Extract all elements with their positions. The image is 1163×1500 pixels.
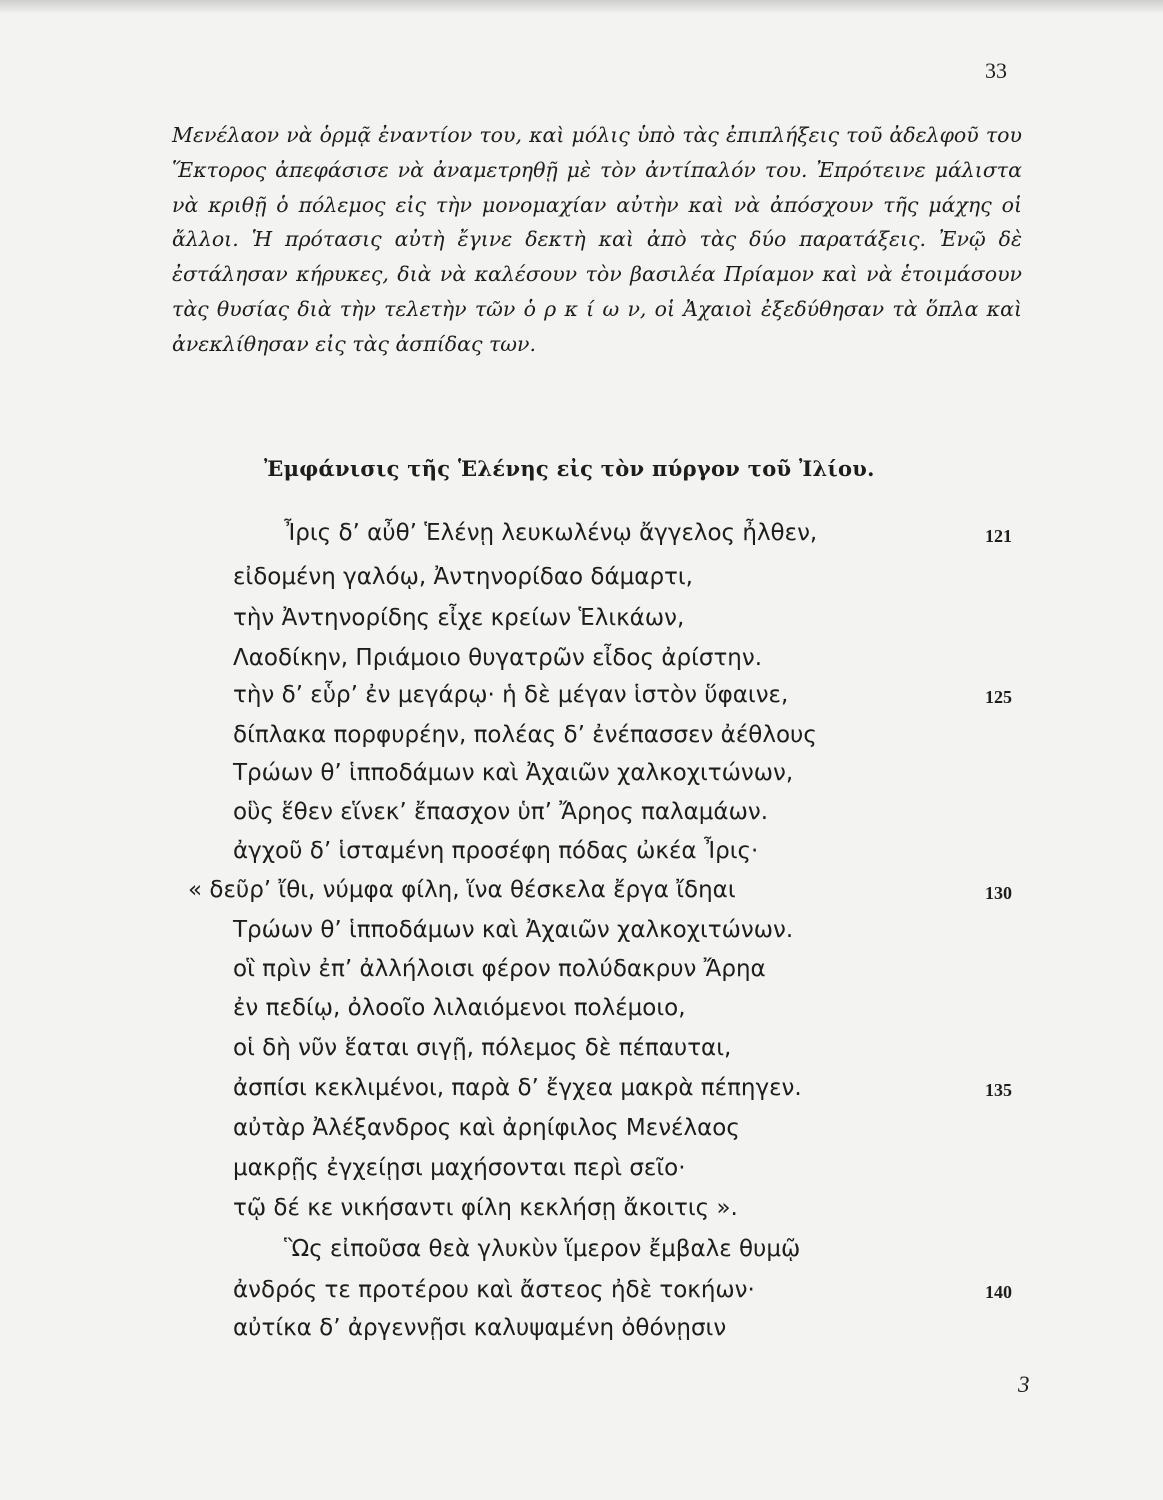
verse-line: Λαοδίκην, Πριάμοιο θυγατρῶν εἶδος ἀρίστην.	[233, 645, 763, 671]
verse-line: Τρώων θ’ ἱπποδάμων καὶ Ἀχαιῶν χαλκοχιτώνων.	[233, 917, 794, 943]
verse-line: οἳ πρὶν ἐπ’ ἀλλήλοισι φέρον πολύδακρυν Ἄρηα	[233, 956, 766, 982]
verse-line: οἱ δὴ νῦν ἕαται σιγῇ, πόλεμος δὲ πέπαυται,	[233, 1035, 732, 1061]
verse-line: δίπλακα πορφυρέην, πολέας δ’ ἐνέπασσεν ἀέθλους	[233, 722, 817, 748]
scan-top-edge	[0, 0, 1163, 14]
verse-line: τὴν δ’ εὗρ’ ἐν μεγάρῳ· ἡ δὲ μέγαν ἱστὸν ὕφαινε,	[233, 682, 789, 708]
verse-line: αὐτὰρ Ἀλέξανδρος καὶ ἀρηίφιλος Μενέλαος	[233, 1115, 740, 1141]
verse-line: μακρῇς ἐγχείῃσι μαχήσονται περὶ σεῖο·	[233, 1155, 686, 1181]
line-number: 121	[985, 526, 1012, 546]
verse-line: ἀγχοῦ δ’ ἱσταμένη προσέφη πόδας ὠκέα Ἶρις·	[233, 838, 759, 864]
verse-line: Ὣς εἰποῦσα θεὰ γλυκὺν ἵμερον ἔμβαλε θυμῷ	[284, 1236, 801, 1262]
verse-line: « δεῦρ’ ἴθι, νύμφα φίλη, ἵνα θέσκελα ἔργα ἴδηαι	[188, 877, 736, 903]
verse-line: εἰδομένη γαλόῳ, Ἀντηνορίδαο δάμαρτι,	[233, 564, 693, 590]
verse-line: οὓς ἕθεν εἵνεκ’ ἔπασχον ὑπ’ Ἄρηος παλαμάων.	[233, 799, 769, 825]
line-number: 130	[985, 883, 1012, 903]
verse-line: τῷ δέ κε νικήσαντι φίλη κεκλήσῃ ἄκοιτις ».	[233, 1195, 738, 1221]
verse-line: Τρώων θ’ ἱπποδάμων καὶ Ἀχαιῶν χαλκοχιτώνων,	[233, 760, 794, 786]
verse-line: αὐτίκα δ’ ἀργεννῇσι καλυψαμένη ὀθόνῃσιν	[233, 1315, 727, 1341]
verse-line: ἐν πεδίῳ, ὀλοοῖο λιλαιόμενοι πολέμοιο,	[233, 995, 686, 1021]
verse-line: ἀσπίσι κεκλιμένοι, παρὰ δ’ ἔγχεα μακρὰ πέπηγεν.	[233, 1075, 802, 1101]
section-title: Ἐμφάνισις τῆς Ἑλένης εἰς τὸν πύργον τοῦ Ἰλίου.	[264, 456, 875, 481]
line-number: 125	[985, 687, 1012, 707]
verse-line: Ἶρις δ’ αὖθ’ Ἑλένῃ λευκωλένῳ ἄγγελος ἦλθεν,	[284, 520, 818, 546]
line-number: 135	[985, 1080, 1012, 1100]
verse-line: ἀνδρός τε προτέρου καὶ ἄστεος ἠδὲ τοκήων·	[233, 1277, 755, 1303]
prose-paragraph: Μενέλαον νὰ ὁρμᾷ ἐναντίον του, καὶ μόλις ὑπὸ τὰς ἐπιπλήξεις τοῦ ἀδελφοῦ του Ἕκτορος ἀπεφάσισε νὰ ἀναμετρηθῇ μὲ τὸν ἀντίπαλόν του. Ἐπρότεινε μάλιστα νὰ κριθῇ ὁ πόλεμος εἰς τὴν μονομαχίαν αὐτὴν καὶ νὰ ἀπόσχουν τῆς μάχης οἱ ἄλλοι. Ἡ πρότασις αὐτὴ ἔγινε δεκτὴ καὶ ἀπὸ τὰς δύο παρατάξεις. Ἐνῷ δὲ ἐστάλησαν κήρυκες, διὰ νὰ καλέσουν τὸν βασιλέα Πρίαμον καὶ νὰ ἑτοιμάσουν τὰς θυσίας διὰ τὴν τελετὴν τῶν ὁ ρ κ ί ω ν, οἱ Ἀχαιοὶ ἐξεδύθησαν τὰ ὅπλα καὶ ἀνεκλίθησαν εἰς τὰς ἀσπίδας των.	[172, 123, 1022, 356]
verse-line: τὴν Ἀντηνορίδης εἶχε κρείων Ἑλικάων,	[233, 605, 685, 631]
page-number: 33	[985, 58, 1007, 83]
signature-mark: 3	[1018, 1372, 1030, 1397]
line-number: 140	[985, 1282, 1012, 1302]
